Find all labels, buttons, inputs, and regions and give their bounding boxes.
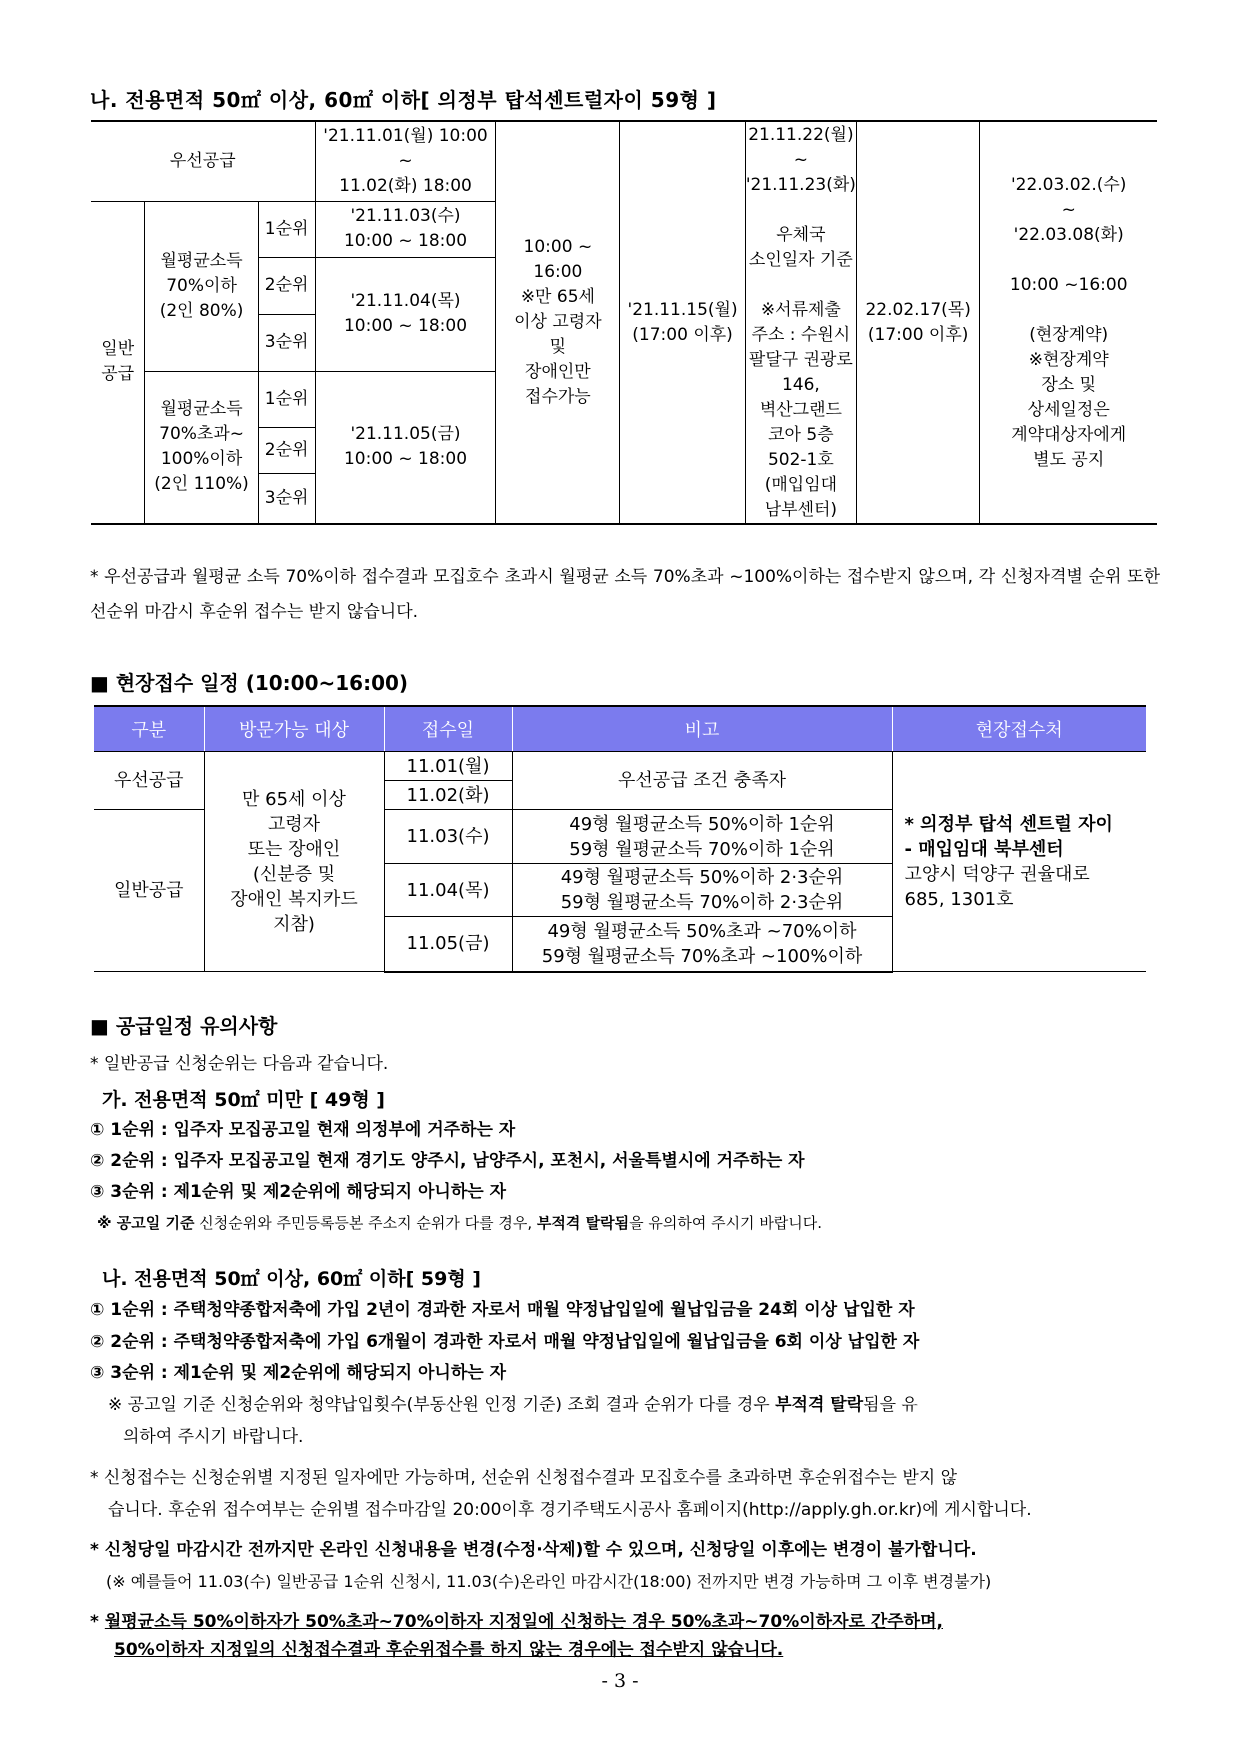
rank-item: ② 2순위 : 주택청약종합저축에 가입 6개월이 경과한 자로서 매월 약정납입일에 월납입금을 6회 이상 납입한 자 bbox=[90, 1332, 920, 1352]
docs-submission bbox=[745, 121, 856, 524]
date-cell: 11.03(수) bbox=[384, 810, 512, 864]
rank-item: ② 2순위 : 입주자 모집공고일 현재 경기도 양주시, 남양주시, 포천시, 서울특별시에 거주하는 자 bbox=[90, 1151, 805, 1171]
apply-note-cont: 습니다. 후순위 접수여부는 순위별 접수마감일 20:00이후 경기주택도시공사 홈페이지(http://apply.gh.or.kr)에 게시합니다. bbox=[108, 1500, 1032, 1520]
g1-rank1-date bbox=[315, 201, 496, 257]
text-line: 팔달구 권광로 bbox=[748, 349, 853, 370]
header-target: 방문가능 대상 bbox=[204, 706, 384, 752]
text-line: 이상 고령자 bbox=[514, 312, 602, 332]
rank-2: 2순위 bbox=[258, 257, 315, 314]
text-line: '21.11.05(금) bbox=[350, 424, 461, 445]
priority-date bbox=[315, 121, 496, 201]
remark-priority: 우선공급 조건 충족자 bbox=[512, 752, 892, 810]
text-line: 및 bbox=[549, 337, 567, 357]
text-line: 59형 월평균소득 70%이하 1순위 bbox=[569, 838, 835, 860]
note-part: 신청순위와 주민등록등본 주소지 순위가 다를 경우, bbox=[194, 1214, 537, 1232]
text-line: ~ bbox=[793, 149, 808, 170]
text-line: 소인일자 기준 bbox=[748, 249, 853, 270]
edit-note: * 신청당일 마감시간 전까지만 온라인 신청내용을 변경(수정·삭제)할 수 있으며, 신청당일 이후에는 변경이 불가합니다. bbox=[90, 1540, 977, 1560]
note-59-cont: 의하여 주시기 바랍니다. bbox=[123, 1427, 304, 1447]
text-line bbox=[746, 273, 856, 298]
text-line: 49형 월평균소득 50%이하 1순위 bbox=[569, 813, 835, 835]
place-line: 고양시 덕양구 권율대로 bbox=[904, 863, 1090, 885]
rank-1: 1순위 bbox=[258, 371, 315, 427]
contract-info bbox=[980, 121, 1157, 524]
text-line: 10:00 ~ 18:00 bbox=[343, 231, 468, 251]
text-line: '21.11.23(화) bbox=[745, 174, 856, 195]
priority-label: 우선공급 bbox=[94, 752, 204, 810]
note-part: ※ 공고일 기준 bbox=[97, 1214, 195, 1232]
text-line: 146, bbox=[781, 374, 820, 395]
text-line: 502-1호 bbox=[767, 449, 834, 470]
onsite-table bbox=[94, 705, 1146, 973]
text-line: (2인 80%) bbox=[159, 300, 244, 321]
text-line: 49형 월평균소득 50%초과 ~70%이하 bbox=[547, 920, 857, 942]
text-line: 49형 월평균소득 50%이하 2·3순위 bbox=[560, 867, 844, 888]
text-line: 11.02(화) 18:00 bbox=[339, 175, 472, 196]
date-cell: 11.04(목) bbox=[384, 864, 512, 917]
note-59 bbox=[108, 1389, 1158, 1421]
page-number: - 3 - bbox=[601, 1670, 639, 1692]
notice-intro: * 일반공급 신청순위는 다음과 같습니다. bbox=[90, 1054, 389, 1074]
schedule-table bbox=[91, 120, 1157, 525]
text-line: 10:00 ~ 16:00 bbox=[523, 237, 593, 282]
text-line bbox=[980, 298, 1157, 323]
text-line: '21.11.03(수) bbox=[350, 206, 461, 226]
rank-3: 3순위 bbox=[258, 473, 315, 524]
schedule-note: * 우선공급과 월평균 소득 70%이하 접수결과 모집호수 초과시 월평균 소득 70%초과 ~100%이하는 접수받지 않으며, 각 신청자격별 순위 또한 선순위 마감시 후순위 접수는 받지 않습니다. bbox=[90, 567, 1160, 622]
g2-date bbox=[315, 371, 496, 524]
text-line: ※만 65세 bbox=[520, 287, 595, 307]
place-line: - 매입임대 북부센터 bbox=[904, 838, 1064, 860]
note-part: ※ 공고일 기준 신청순위와 청약납입횟수(부동산원 인정 기준) 조회 결과 순위가 다를 경우 bbox=[108, 1395, 776, 1415]
priority-label: 우선공급 bbox=[91, 121, 315, 201]
text-line: 10:00 ~ 18:00 bbox=[343, 316, 468, 336]
text-line: 고령자 bbox=[267, 813, 321, 835]
header-date: 접수일 bbox=[384, 706, 512, 752]
edit-note-example: (※ 예를들어 11.03(수) 일반공급 1순위 신청시, 11.03(수)온라인 마감시간(18:00) 전까지만 변경 가능하며 그 이후 변경불가) bbox=[106, 1572, 992, 1591]
apply-note: * 신청접수는 신청순위별 지정된 일자에만 가능하며, 선순위 신청접수결과 모집호수를 초과하면 후순위접수는 받지 않 bbox=[90, 1468, 958, 1488]
text-line: 월평균소득 bbox=[160, 399, 243, 420]
onsite-title: ■ 현장접수 일정 (10:00~16:00) bbox=[90, 671, 409, 695]
text-line: 또는 장애인 bbox=[247, 838, 341, 860]
date-cell: 11.05(금) bbox=[384, 917, 512, 972]
text-line: 장애인 복지카드 bbox=[230, 888, 358, 910]
text-line: 월평균소득 bbox=[160, 250, 243, 271]
note-part: 부적격 탈락됨 bbox=[536, 1214, 630, 1232]
note-star: * bbox=[90, 1612, 105, 1632]
text-line: 벽산그랜드 bbox=[759, 399, 842, 420]
notice-title: ■ 공급일정 유의사항 bbox=[90, 1014, 278, 1038]
note-part: 을 유의하여 주시기 바랍니다. bbox=[629, 1214, 823, 1232]
text-line: ※현장계약 bbox=[1028, 349, 1109, 370]
text-line: 코아 5층 bbox=[768, 424, 834, 445]
header-remark: 비고 bbox=[512, 706, 892, 752]
rank-item: ① 1순위 : 주택청약종합저축에 가입 2년이 경과한 자로서 매월 약정납입일에 월납입금을 24회 이상 납입한 자 bbox=[90, 1300, 915, 1320]
remark-cell bbox=[512, 810, 892, 864]
text-line: (2인 110%) bbox=[154, 474, 249, 495]
text-line: 59형 월평균소득 70%이하 2·3순위 bbox=[560, 892, 844, 913]
sub-title-59: 나. 전용면적 50㎡ 이상, 60㎡ 이하[ 59형 ] bbox=[102, 1268, 481, 1290]
place-line: 685, 1301호 bbox=[904, 888, 1014, 910]
text-line: 10:00 ~16:00 bbox=[1009, 274, 1128, 295]
text-line bbox=[746, 198, 856, 223]
rank-item: ③ 3순위 : 제1순위 및 제2순위에 해당되지 아니하는 자 bbox=[90, 1182, 507, 1202]
text-line: 장소 및 bbox=[1041, 374, 1097, 395]
text-line: (17:00 이후) bbox=[632, 324, 733, 345]
text-line: 상세일정은 bbox=[1027, 399, 1110, 420]
sub-title-49: 가. 전용면적 50㎡ 미만 [ 49형 ] bbox=[102, 1089, 385, 1111]
place-cell bbox=[892, 752, 1146, 972]
general-label: 일반공급 bbox=[94, 810, 204, 972]
income-note-cont: 50%이하자 지정일의 신청접수결과 후순위접수를 하지 않는 경우에는 접수받지 않습니다. bbox=[114, 1640, 784, 1660]
text-line: 계약대상자에게 bbox=[1011, 424, 1127, 445]
text-line: 70%이하 bbox=[166, 275, 237, 296]
text-line: 10:00 ~ 18:00 bbox=[343, 449, 468, 470]
note-49 bbox=[97, 1208, 822, 1238]
text-line: (신분증 및 bbox=[252, 863, 336, 885]
text-line: 우체국 bbox=[776, 224, 826, 245]
text-line: 22.02.17(목) bbox=[865, 299, 971, 320]
note-line: 월평균소득 50%이하자가 50%초과~70%이하자 지정일에 신청하는 경우 50%초과~70%이하자로 간주하며, bbox=[104, 1612, 943, 1632]
text-line: (매입임대 bbox=[764, 474, 838, 495]
text-line: 59형 월평균소득 70%초과 ~100%이하 bbox=[541, 945, 863, 967]
text-line: '21.11.04(목) bbox=[350, 291, 461, 311]
rank-item: ③ 3순위 : 제1순위 및 제2순위에 해당되지 아니하는 자 bbox=[90, 1363, 507, 1383]
announce-date-2 bbox=[856, 121, 979, 524]
text-line: '22.03.02.(수) bbox=[1010, 174, 1127, 195]
remark-cell bbox=[512, 864, 892, 917]
header-place: 현장접수처 bbox=[892, 706, 1146, 752]
announce-date-1 bbox=[620, 121, 746, 524]
income-group-2 bbox=[145, 371, 258, 524]
header-category: 구분 bbox=[94, 706, 204, 752]
text-line: (17:00 이후) bbox=[867, 324, 969, 345]
onsite-note bbox=[496, 121, 620, 524]
text-line: 일반 bbox=[101, 339, 135, 360]
note-part: 부적격 탈락 bbox=[775, 1395, 864, 1415]
text-line: '21.11.01(월) 10:00 bbox=[323, 125, 488, 146]
text-line: ~ bbox=[1061, 199, 1076, 220]
text-line: 별도 공지 bbox=[1033, 449, 1105, 470]
date-cell: 11.01(월) bbox=[384, 752, 512, 781]
text-line: (현장계약) bbox=[1029, 324, 1109, 345]
g1-rank23-date bbox=[315, 257, 496, 371]
text-line: 주소 : 수원시 bbox=[751, 324, 851, 345]
text-line: 100%이하 bbox=[160, 449, 243, 470]
section-title-59: 나. 전용면적 50㎡ 이상, 60㎡ 이하[ 의정부 탑석센트럴자이 59형 ] bbox=[90, 88, 717, 112]
text-line: 장애인만 bbox=[525, 362, 591, 382]
rank-1: 1순위 bbox=[258, 201, 315, 257]
text-line bbox=[980, 248, 1157, 273]
remark-cell bbox=[512, 917, 892, 972]
text-line: 만 65세 이상 bbox=[242, 788, 346, 810]
text-line: 접수가능 bbox=[525, 387, 591, 407]
text-line: '22.03.08(화) bbox=[1013, 224, 1124, 245]
general-label bbox=[91, 201, 145, 524]
income-group-1 bbox=[145, 201, 258, 371]
rank-3: 3순위 bbox=[258, 314, 315, 371]
date-cell: 11.02(화) bbox=[384, 781, 512, 810]
text-line: 공급 bbox=[101, 364, 135, 385]
rank-2: 2순위 bbox=[258, 427, 315, 473]
rank-item: ① 1순위 : 입주자 모집공고일 현재 의정부에 거주하는 자 bbox=[90, 1120, 516, 1140]
text-line: 지참) bbox=[273, 913, 315, 935]
place-line: * 의정부 탑석 센트럴 자이 bbox=[904, 813, 1113, 835]
text-line: '21.11.15(월) bbox=[627, 299, 738, 320]
note-part: 됨을 유 bbox=[863, 1395, 918, 1415]
text-line: 남부센터) bbox=[764, 499, 838, 520]
text-line: ~ bbox=[398, 150, 413, 171]
text-line: 70%초과~ bbox=[159, 424, 244, 445]
target-cell bbox=[204, 752, 384, 972]
text-line: ※서류제출 bbox=[760, 299, 841, 320]
text-line: 21.11.22(월) bbox=[748, 124, 854, 145]
